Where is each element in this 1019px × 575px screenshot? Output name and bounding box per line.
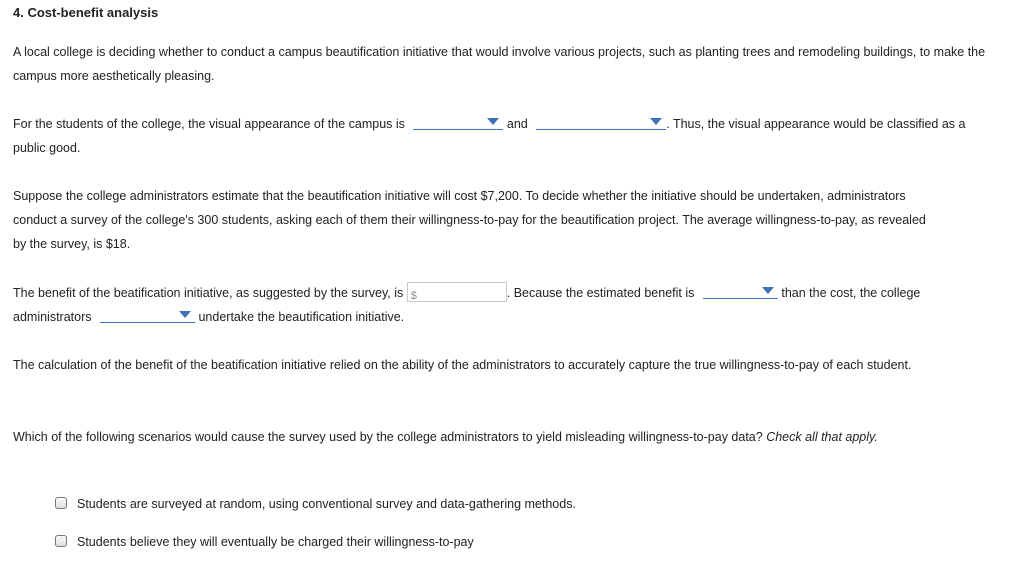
option-row: [55, 496, 576, 512]
question-title: 4. Cost-benefit analysis: [13, 5, 159, 20]
chevron-down-icon: [487, 118, 499, 125]
benefit-amount-input[interactable]: [420, 283, 504, 299]
excludability-dropdown[interactable]: [536, 115, 666, 130]
part2-text-than: than the cost, the college administrators: [13, 286, 921, 324]
chevron-down-icon: [179, 311, 191, 318]
check-all-instruction: Check all that apply.: [766, 430, 878, 444]
scenario-paragraph: Suppose the college administrators estimate that the beautification initiative will cost $7,200. To decide whether the initiative should be undertaken, administrators conduct a survey of the college's 300 students, asking each of them their willingness-to-pay for the beautification project. The average willingness-to-pay, as revealed by the survey, is $18.: [13, 189, 926, 251]
intro-paragraph: A local college is deciding whether to conduct a campus beautification initiative that would involve various projects, such as planting trees and remodeling buildings, to make the campus more aesthetically pleasing.: [13, 45, 986, 83]
dollar-sign: $: [410, 290, 417, 302]
chevron-down-icon: [762, 287, 774, 294]
option-row: [55, 534, 474, 550]
option-2-checkbox[interactable]: [55, 535, 67, 547]
rivalry-dropdown[interactable]: [413, 115, 503, 130]
calculation-note: The calculation of the benefit of the beatification initiative relied on the ability of the administrators to accurately capture the true willingness-to-pay of each student.: [13, 358, 912, 372]
survey-question-text: Which of the following scenarios would cause the survey used by the college administrators to yield misleading willingness-to-pay data?: [13, 430, 763, 444]
chevron-down-icon: [650, 118, 662, 125]
option-1-label: Students are surveyed at random, using conventional survey and data-gathering methods.: [77, 497, 576, 511]
part2-text-end: undertake the beautification initiative.: [198, 310, 405, 324]
part2-text-mid: . Because the estimated benefit is: [506, 286, 695, 300]
benefit-amount-field: [407, 282, 507, 302]
part1-text-and: and: [506, 117, 528, 131]
survey-question: [13, 425, 943, 449]
option-1-checkbox[interactable]: [55, 497, 67, 509]
public-good-statement: [13, 112, 998, 160]
decision-dropdown[interactable]: [100, 308, 195, 323]
benefit-statement: [13, 281, 923, 329]
part2-text-before: The benefit of the beatification initiative, as suggested by the survey, is: [13, 286, 404, 300]
option-2-label: Students believe they will eventually be charged their willingness-to-pay: [77, 535, 474, 549]
part1-text-before: For the students of the college, the visual appearance of the campus is: [13, 117, 405, 131]
part1-text-after: . Thus, the visual appearance would be classified as a public good.: [13, 117, 966, 155]
benefit-comparison-dropdown[interactable]: [703, 284, 778, 299]
